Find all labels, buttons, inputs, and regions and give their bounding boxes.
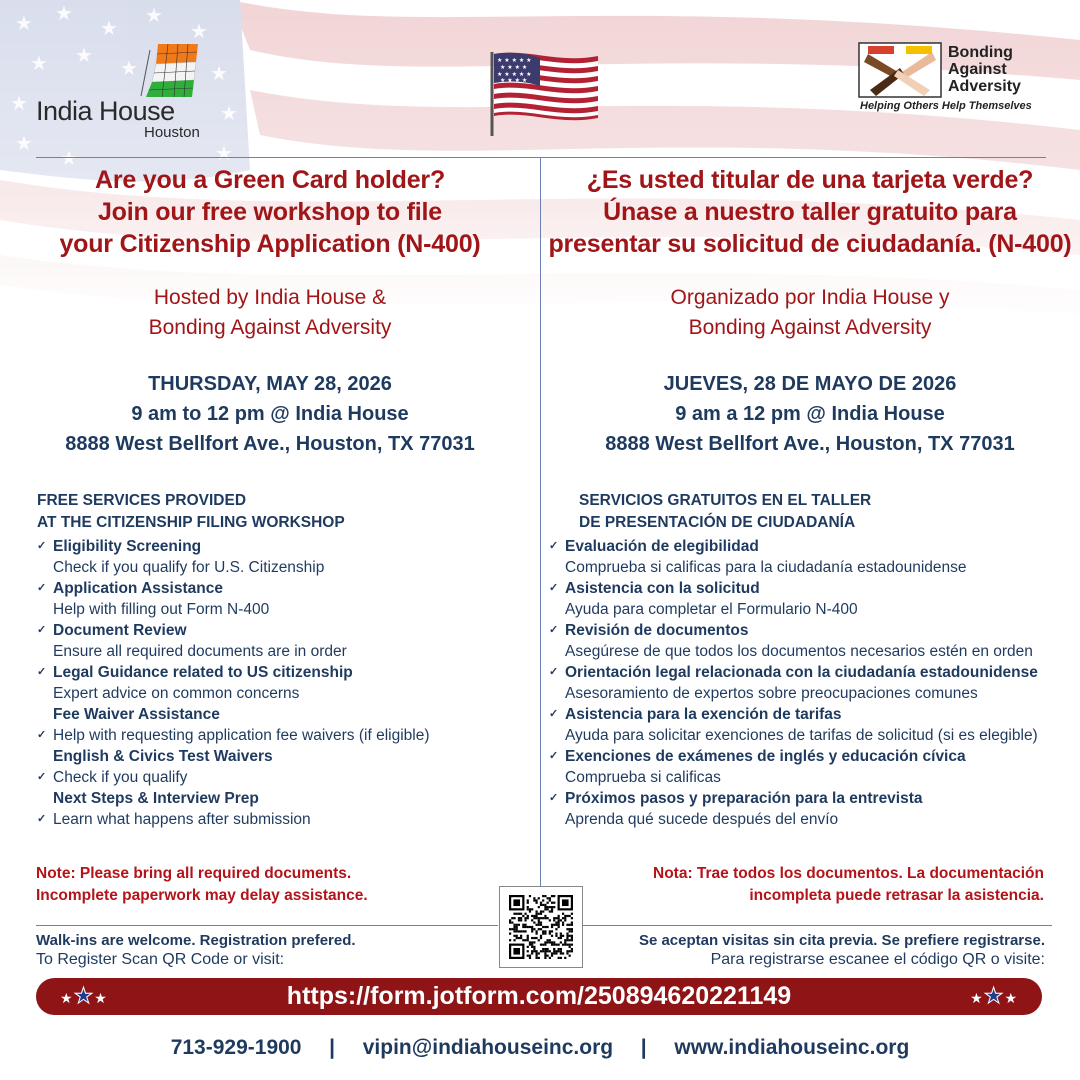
top-divider (36, 157, 1046, 158)
english-time: 9 am to 12 pm @ India House (131, 403, 409, 425)
english-service-desc-text: Ensure all required documents are in order (53, 643, 347, 660)
india-house-city: Houston (144, 124, 200, 141)
contact-website[interactable]: www.indiahouseinc.org (674, 1036, 910, 1059)
registration-url-bar (36, 978, 1042, 1015)
spanish-service-desc-text: Ayuda para completar el Formulario N-400 (565, 601, 858, 618)
spanish-service-desc-text: Ayuda para solicitar exenciones de tarifas de solicitud (si es elegible) (565, 727, 1038, 744)
english-service-title (37, 536, 517, 557)
contact-email[interactable]: vipin@indiahouseinc.org (362, 1036, 614, 1059)
check-icon: ✓ (37, 624, 47, 636)
english-service-desc (37, 809, 517, 830)
baa-name-1: Bonding (948, 44, 1013, 61)
english-services-title (37, 490, 507, 534)
english-hosted-line: Bonding Against Adversity (148, 316, 392, 339)
spanish-headline-line: ¿Es usted titular de una tarjeta verde? (586, 166, 1034, 194)
spanish-time: 9 am a 12 pm @ India House (675, 403, 945, 425)
spanish-services-title-line: SERVICIOS GRATUITOS EN EL TALLER (579, 492, 872, 509)
english-service-desc-text: Help with filling out Form N-400 (53, 601, 270, 618)
english-service-title-text: Document Review (53, 622, 187, 639)
check-icon: ✓ (549, 708, 559, 720)
english-service-title (37, 704, 517, 725)
spanish-service-desc (549, 809, 1074, 830)
english-service-desc (37, 557, 517, 578)
spanish-service-title (549, 704, 1074, 725)
check-icon: ✓ (37, 666, 47, 678)
spanish-services-title-line: DE PRESENTACIÓN DE CIUDADANÍA (579, 514, 856, 531)
spanish-walkin-bold: Se aceptan visitas sin cita previa. Se prefiere registrarse. (638, 932, 1045, 949)
spanish-service-title-text: Asistencia para la exención de tarifas (565, 706, 842, 723)
svg-text:★ ★ ★ ★ ★: ★ ★ ★ ★ ★ (497, 71, 532, 78)
india-house-emblem-icon (136, 42, 206, 98)
english-service-desc (37, 641, 517, 662)
check-icon: ✓ (549, 582, 559, 594)
english-service-title (37, 746, 517, 767)
spanish-headline (548, 164, 1072, 260)
english-service-title-text: Fee Waiver Assistance (53, 706, 220, 723)
spanish-service-desc (549, 683, 1074, 704)
english-service-desc-text: Help with requesting application fee waivers (if eligible) (53, 727, 430, 744)
english-service-title (37, 662, 517, 683)
spanish-hosted-by (548, 283, 1072, 343)
spanish-services-title (579, 490, 1049, 534)
english-service-desc (37, 767, 517, 788)
spanish-service-title (549, 536, 1074, 557)
english-service-desc-text: Check if you qualify for U.S. Citizenship (53, 559, 325, 576)
check-icon: ✓ (37, 582, 47, 594)
spanish-service-desc (549, 725, 1074, 746)
spanish-service-title-text: Evaluación de elegibilidad (565, 538, 759, 555)
spanish-service-desc-text: Aprenda qué sucede después del envío (565, 811, 839, 828)
english-service-title (37, 788, 517, 809)
english-headline-line: Are you a Green Card holder? (94, 166, 446, 194)
english-service-desc-text: Check if you qualify (53, 769, 188, 786)
english-headline-line: your Citizenship Application (N-400) (59, 230, 481, 258)
india-house-name: India House (36, 96, 175, 126)
english-service-title (37, 578, 517, 599)
spanish-address: 8888 West Bellfort Ave., Houston, TX 77031 (605, 433, 1015, 455)
english-service-desc (37, 725, 517, 746)
contact-phone[interactable]: 713-929-1900 (170, 1036, 302, 1059)
english-service-title-text: Next Steps & Interview Prep (53, 790, 259, 807)
india-house-logo (36, 42, 216, 142)
baa-logo (858, 42, 1048, 118)
baa-name-3: Adversity (948, 78, 1021, 95)
registration-qr-code[interactable] (499, 886, 583, 968)
english-service-desc (37, 599, 517, 620)
english-services-title-line: FREE SERVICES PROVIDED (37, 492, 247, 509)
english-service-title-text: Eligibility Screening (53, 538, 202, 555)
spanish-service-desc (549, 557, 1074, 578)
check-icon: ✓ (37, 729, 47, 741)
svg-text:★ ★ ★ ★ ★: ★ ★ ★ ★ ★ (497, 57, 532, 64)
check-icon: ✓ (549, 792, 559, 804)
english-note (36, 863, 496, 907)
check-icon: ✓ (549, 624, 559, 636)
english-service-title-text: Legal Guidance related to US citizenship (53, 664, 353, 681)
spanish-service-title-text: Próximos pasos y preparación para la entrevista (565, 790, 923, 807)
english-services-title-line: AT THE CITIZENSHIP FILING WORKSHOP (37, 514, 345, 531)
qr-code-icon (509, 895, 573, 959)
english-event-details (36, 369, 504, 459)
english-walkin-bold: Walk-ins are welcome. Registration prefered. (36, 932, 356, 949)
bottom-divider-right (583, 925, 1052, 926)
spanish-headline-line: presentar su solicitud de ciudadanía. (N-400) (548, 230, 1072, 258)
check-icon: ✓ (549, 540, 559, 552)
english-address: 8888 West Bellfort Ave., Houston, TX 77031 (65, 433, 475, 455)
spanish-walkin (585, 931, 1045, 969)
spanish-services-list (549, 536, 1074, 830)
contact-info (0, 1033, 1080, 1063)
spanish-service-desc (549, 641, 1074, 662)
spanish-service-title-text: Asistencia con la solicitud (565, 580, 760, 597)
english-note-line: Note: Please bring all required documents. (36, 865, 352, 882)
english-date: THURSDAY, MAY 28, 2026 (148, 373, 392, 395)
spanish-service-desc-text: Asesoramiento de expertos sobre preocupaciones comunes (565, 685, 978, 702)
check-icon: ✓ (549, 750, 559, 762)
center-divider (540, 157, 541, 887)
stars-decoration-right-icon: ★★★ (970, 983, 1018, 1008)
contact-separator: | (329, 1036, 336, 1059)
spanish-service-desc (549, 599, 1074, 620)
english-walkin (36, 931, 496, 969)
spanish-service-title-text: Exenciones de exámenes de inglés y educación cívica (565, 748, 966, 765)
english-service-title-text: English & Civics Test Waivers (53, 748, 273, 765)
us-flag-icon (488, 50, 603, 138)
english-service-title-text: Application Assistance (53, 580, 223, 597)
spanish-event-details (548, 369, 1072, 459)
spanish-note (560, 863, 1044, 907)
spanish-service-title (549, 788, 1074, 809)
stars-decoration-left-icon: ★★★ (60, 983, 108, 1008)
baa-name-2: Against (948, 61, 1007, 78)
spanish-service-desc-text: Comprueba si calificas (565, 769, 721, 786)
english-note-line: Incomplete paperwork may delay assistance. (36, 887, 368, 904)
spanish-service-title (549, 620, 1074, 641)
spanish-service-desc (549, 767, 1074, 788)
spanish-service-desc-text: Asegúrese de que todos los documentos necesarios estén en orden (565, 643, 1033, 660)
spanish-hosted-line: Bonding Against Adversity (688, 316, 932, 339)
english-hosted-by (36, 283, 504, 343)
english-service-title (37, 620, 517, 641)
english-walkin-text: To Register Scan QR Code or visit: (36, 951, 285, 968)
english-headline (36, 164, 504, 260)
hands-together-icon (858, 42, 942, 98)
svg-text:★ ★ ★ ★: ★ ★ ★ ★ (500, 77, 528, 84)
check-icon: ✓ (37, 771, 47, 783)
english-service-desc-text: Learn what happens after submission (53, 811, 311, 828)
spanish-service-desc-text: Comprueba si calificas para la ciudadanía estadounidense (565, 559, 967, 576)
spanish-walkin-text: Para registrarse escanee el código QR o visite: (710, 951, 1045, 968)
svg-text:★ ★ ★ ★: ★ ★ ★ ★ (500, 64, 528, 71)
spanish-note-line: incompleta puede retrasar la asistencia. (749, 887, 1044, 904)
spanish-service-title-text: Orientación legal relacionada con la ciudadanía estadounidense (565, 664, 1038, 681)
spanish-service-title (549, 662, 1074, 683)
english-service-desc-text: Expert advice on common concerns (53, 685, 300, 702)
baa-tagline: Helping Others Help Themselves (860, 100, 1032, 112)
spanish-headline-line: Únase a nuestro taller gratuito para (603, 198, 1017, 226)
bottom-divider-left (36, 925, 498, 926)
check-icon: ✓ (37, 540, 47, 552)
check-icon: ✓ (549, 666, 559, 678)
registration-link[interactable]: https://form.jotform.com/250894620221149 (286, 982, 792, 1010)
spanish-service-title-text: Revisión de documentos (565, 622, 749, 639)
english-services-list (37, 536, 517, 830)
spanish-note-line: Nota: Trae todos los documentos. La documentación (653, 865, 1044, 882)
spanish-service-title (549, 746, 1074, 767)
spanish-date: JUEVES, 28 DE MAYO DE 2026 (663, 373, 957, 395)
english-hosted-line: Hosted by India House & (153, 286, 387, 309)
contact-separator: | (640, 1036, 647, 1059)
spanish-hosted-line: Organizado por India House y (670, 286, 950, 309)
english-service-desc (37, 683, 517, 704)
english-headline-line: Join our free workshop to file (97, 198, 443, 226)
spanish-service-title (549, 578, 1074, 599)
check-icon: ✓ (37, 813, 47, 825)
